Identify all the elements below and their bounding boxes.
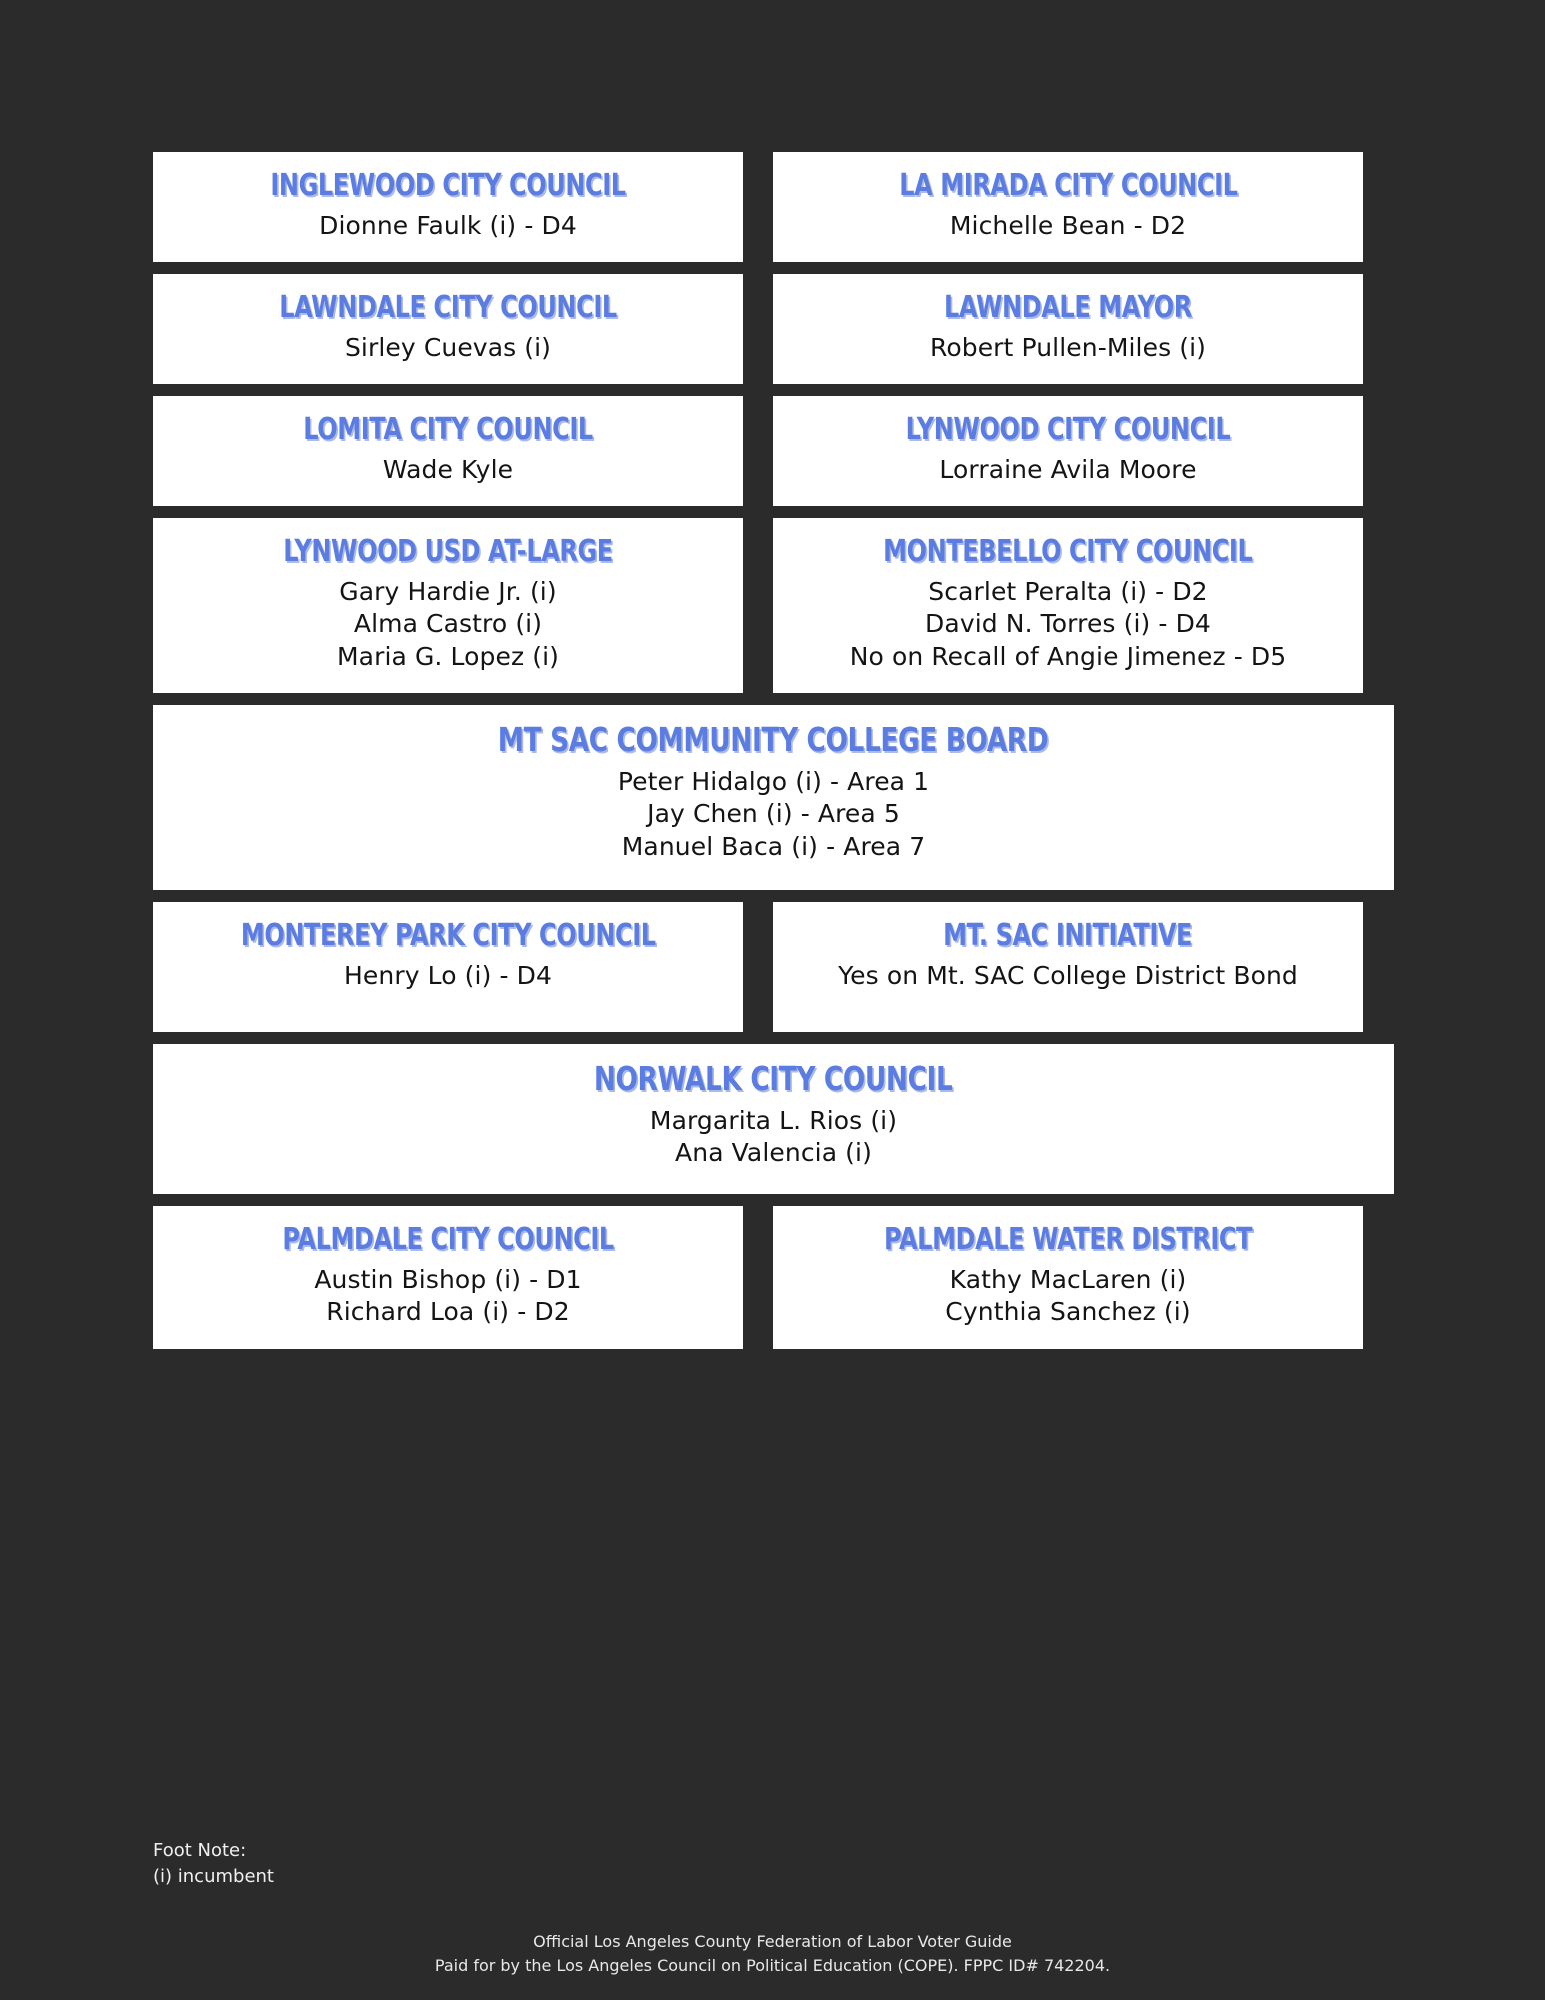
endorsement-entry: Yes on Mt. SAC College District Bond [838,960,1298,990]
card-title-la-mirada-city-council: LA MIRADA CITY COUNCIL [898,168,1238,203]
endorsement-card-grid [153,152,1394,1349]
card-entries-lomita-city-council [383,454,513,487]
endorsement-card-montebello-city-council [773,518,1363,693]
footnote-text: (i) incumbent [153,1866,274,1888]
attribution-line-2: Paid for by the Los Angeles Council on Political Education (COPE). FPPC ID# 742204. [434,1956,1111,1975]
endorsement-entry: Gary Hardie Jr. (i) [339,576,557,606]
card-title-monterey-park-city-council: MONTEREY PARK CITY COUNCIL [240,918,656,953]
endorsement-card-monterey-park-city-council [153,902,743,1032]
card-entries-la-mirada-city-council [950,210,1186,243]
endorsement-card-palmdale-water-district [773,1206,1363,1349]
endorsement-entry: Robert Pullen-Miles (i) [929,332,1206,362]
endorsement-card-lawndale-city-council [153,274,743,384]
card-title-mt-sac-community-college-board: MT SAC COMMUNITY COLLEGE BOARD [498,720,1049,759]
card-entries-palmdale-city-council [314,1264,581,1329]
card-entries-lynwood-city-council [939,454,1196,487]
endorsement-entry: Richard Loa (i) - D2 [326,1297,570,1326]
endorsement-card-palmdale-city-council [153,1206,743,1349]
card-entries-monterey-park-city-council [344,960,552,993]
endorsement-entry: David N. Torres (i) - D4 [925,609,1211,638]
card-entries-palmdale-water-district [945,1264,1190,1329]
card-entries-lynwood-usd-at-large [337,576,559,674]
endorsement-entry: Lorraine Avila Moore [939,454,1197,484]
endorsement-entry: Cynthia Sanchez (i) [945,1297,1191,1326]
endorsement-entry: Sirley Cuevas (i) [344,332,552,362]
endorsement-entry: Manuel Baca (i) - Area 7 [621,831,926,861]
endorsement-card-la-mirada-city-council [773,152,1363,262]
endorsement-entry: Michelle Bean - D2 [949,210,1187,240]
card-title-lawndale-mayor: LAWNDALE MAYOR [944,290,1192,325]
card-title-lawndale-city-council: LAWNDALE CITY COUNCIL [279,290,617,325]
card-title-inglewood-city-council: INGLEWOOD CITY COUNCIL [270,168,626,203]
attribution [0,1930,1545,1978]
endorsement-entry: Wade Kyle [382,454,514,484]
card-title-lynwood-city-council: LYNWOOD CITY COUNCIL [905,412,1231,447]
footnote [153,1838,274,1890]
card-title-lomita-city-council: LOMITA CITY COUNCIL [303,412,593,447]
endorsement-card-mt-sac-community-college-board [153,705,1394,890]
endorsement-card-norwalk-city-council [153,1044,1394,1194]
card-entries-norwalk-city-council [650,1105,897,1170]
endorsement-card-lynwood-usd-at-large [153,518,743,693]
card-title-mt-sac-initiative: MT. SAC INITIATIVE [943,918,1193,953]
endorsement-entry: Dionne Faulk (i) - D4 [319,210,577,240]
endorsement-entry: Austin Bishop (i) - D1 [314,1264,582,1294]
card-entries-mt-sac-initiative [838,960,1298,993]
card-entries-inglewood-city-council [319,210,577,243]
endorsement-entry: No on Recall of Angie Jimenez - D5 [849,641,1287,671]
endorsement-entry: Henry Lo (i) - D4 [344,960,552,990]
attribution-line-1: Official Los Angeles County Federation of Labor Voter Guide [533,1932,1012,1951]
card-title-norwalk-city-council: NORWALK CITY COUNCIL [594,1059,953,1098]
card-entries-mt-sac-community-college-board [618,766,929,864]
card-entries-montebello-city-council [850,576,1287,674]
endorsement-card-lynwood-city-council [773,396,1363,506]
card-title-montebello-city-council: MONTEBELLO CITY COUNCIL [883,534,1253,569]
endorsement-entry: Ana Valencia (i) [675,1138,872,1168]
endorsement-entry: Scarlet Peralta (i) - D2 [928,576,1208,606]
card-entries-lawndale-city-council [345,332,551,365]
endorsement-entry: Alma Castro (i) [353,609,543,638]
endorsement-card-lawndale-mayor [773,274,1363,384]
card-title-lynwood-usd-at-large: LYNWOOD USD AT-LARGE [283,534,613,569]
card-title-palmdale-city-council: PALMDALE CITY COUNCIL [282,1222,614,1257]
endorsement-entry: Kathy MacLaren (i) [949,1264,1187,1294]
endorsement-card-mt-sac-initiative [773,902,1363,1032]
card-entries-lawndale-mayor [930,332,1206,365]
endorsement-card-inglewood-city-council [153,152,743,262]
endorsement-card-lomita-city-council [153,396,743,506]
endorsement-entry: Jay Chen (i) - Area 5 [647,799,900,829]
endorsement-entry: Maria G. Lopez (i) [336,641,559,671]
endorsement-entry: Peter Hidalgo (i) - Area 1 [617,766,930,796]
endorsement-entry: Margarita L. Rios (i) [649,1105,898,1135]
card-title-palmdale-water-district: PALMDALE WATER DISTRICT [883,1222,1253,1257]
footnote-label: Foot Note: [153,1840,247,1861]
